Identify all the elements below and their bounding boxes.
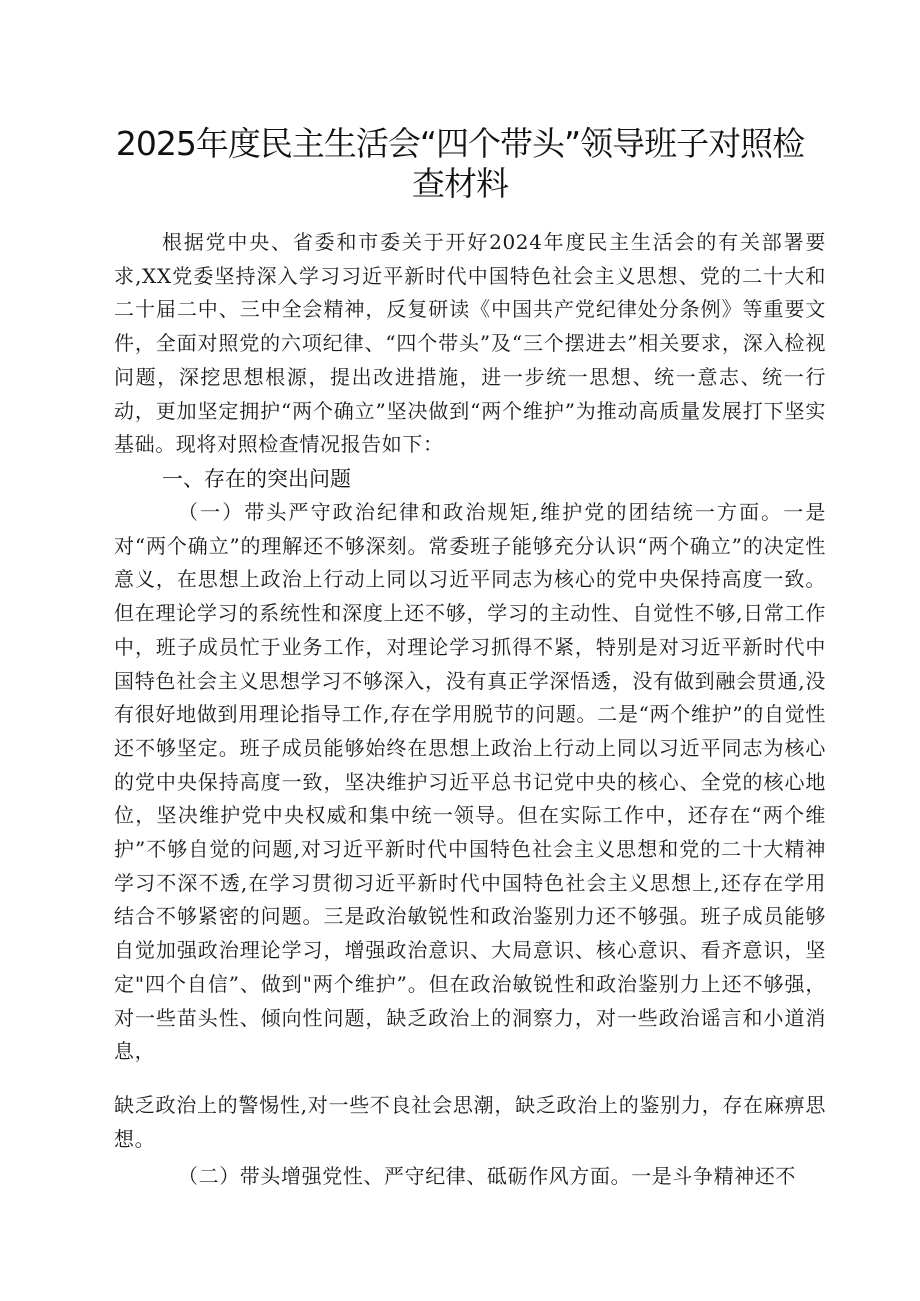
section-two-paragraph: （二）带头增强党性、严守纪律、砥砺作风方面。一是斗争精神还不 — [178, 1164, 796, 1188]
document-title: 2025年度民主生活会“四个带头”领导班子对照检查材料 — [115, 124, 805, 203]
section-heading-problems: 一、存在的突出问题 — [162, 467, 351, 491]
continuation-paragraph: 缺乏政治上的警惕性,对一些不良社会思潮，缺乏政治上的鉴别力，存在麻痹思想。 — [114, 1093, 826, 1151]
intro-paragraph: 根据党中央、省委和市委关于开好2024年度民主生活会的有关部署要求,XX党委坚持深入学习习近平新时代中国特色社会主义思想、党的二十大和二十届二中、三中全会精神，反复研读《中国共产党纪律处分条例》等重要文件，全面对照党的六项纪律、“四个带头”及“三个摆进去”相关要求，深入检视问题，深挖思想根源，提出改进措施，进一步统一思想、统一意志、统一行动，更加坚定拥护“两个确立”坚决做到“两个维护”为推动高质量发展打下坚实基础。现将对照检查情况报告如下： — [114, 230, 826, 457]
section-one-paragraph: （一）带头严守政治纪律和政治规矩,维护党的团结统一方面。一是对“两个确立”的理解还不够深刻。常委班子能够充分认识“两个确立”的决定性意义，在思想上政治上行动上同以习近平同志为核心的党中央保持高度一致。但在理论学习的系统性和深度上还不够，学习的主动性、自觉性不够,日常工作中，班子成员忙于业务工作，对理论学习抓得不紧，特别是对习近平新时代中国特色社会主义思想学习不够深入，没有真正学深悟透，没有做到融会贯通,没有很好地做到用理论指导工作,存在学用脱节的问题。二是“两个维护”的自觉性还不够坚定。班子成员能够始终在思想上政治上行动上同以习近平同志为核心的党中央保持高度一致，坚决维护习近平总书记党中央的核心、全党的核心地位，坚决维护党中央权威和集中统一领导。但在实际工作中，还存在“两个维护”不够自觉的问题,对习近平新时代中国特色社会主义思想和党的二十大精神学习不深不透,在学习贯彻习近平新时代中国特色社会主义思想上,还存在学用结合不够紧密的问题。三是政治敏锐性和政治鉴别力还不够强。班子成员能够自觉加强政治理论学习，增强政治意识、大局意识、核心意识、看齐意识，坚定"四个自信”、做到"两个维护”。但在政治敏锐性和政治鉴别力上还不够强，对一些苗头性、倾向性问题，缺乏政治上的洞察力，对一些政治谣言和小道消息， — [114, 500, 826, 1064]
